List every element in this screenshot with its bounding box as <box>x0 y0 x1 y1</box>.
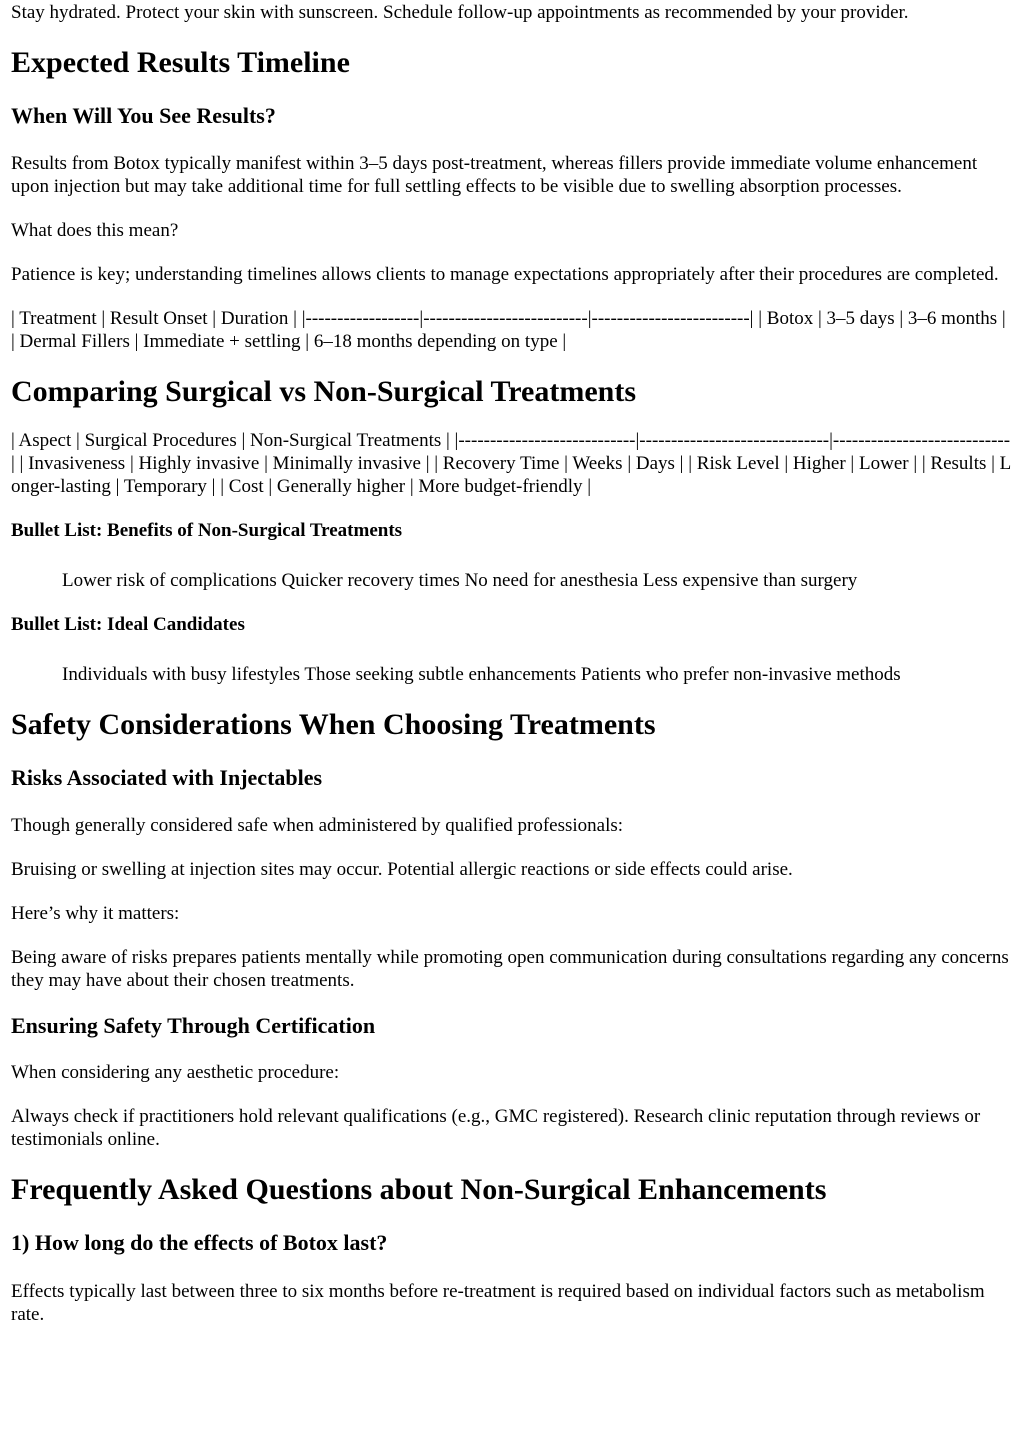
heading-benefits-list: Bullet List: Benefits of Non-Surgical Treatments <box>11 520 403 541</box>
aware-paragraph: Being aware of risks prepares patients mentally while promoting open communication during consultations regarding any concerns they may have about their chosen treatments. <box>11 947 1009 991</box>
faq-answer-1: Effects typically last between three to six months before re-treatment is required based on individual factors such as metabolism rate. <box>11 1281 985 1325</box>
heading-comparing: Comparing Surgical vs Non-Surgical Treatments <box>11 375 637 408</box>
check-paragraph: Always check if practitioners hold relevant qualifications (e.g., GMC registered). Research clinic reputation through reviews or testimonials online. <box>11 1106 981 1150</box>
benefits-list: Lower risk of complications Quicker recovery times No need for anesthesia Less expensive than surgery <box>62 570 858 591</box>
candidates-list: Individuals with busy lifestyles Those seeking subtle enhancements Patients who prefer non-invasive methods <box>62 664 901 685</box>
faq-question-1: 1) How long do the effects of Botox last? <box>11 1230 388 1255</box>
timeline-table-text: | Treatment | Result Onset | Duration | |------------------|--------------------------|-------------------------| | Botox | 3–5 days | 3–6 months | | Dermal Fillers | Immediate + settling | 6–18 months depending on type | <box>11 308 1006 352</box>
though-paragraph: Though generally considered safe when administered by qualified professionals: <box>11 815 624 836</box>
comparison-table-text: | Aspect | Surgical Procedures | Non-Surgical Treatments | |----------------------------|------------------------------|----------------------------| | Invasiveness | Highly invasive | Minimally invasive | | Recovery Time | Weeks | Days | | Risk Level | Higher | Lower | | Results | Longer-lasting | Temporary | | Cost | Generally higher | More budget-friendly | <box>11 430 1012 497</box>
heading-safety: Safety Considerations When Choosing Treatments <box>11 708 656 741</box>
patience-paragraph: Patience is key; understanding timelines allows clients to manage expectations appropriately after their procedures are completed. <box>11 264 999 285</box>
bruising-paragraph: Bruising or swelling at injection sites may occur. Potential allergic reactions or side effects could arise. <box>11 859 793 880</box>
heading-risks-injectables: Risks Associated with Injectables <box>11 765 323 790</box>
why-matters-paragraph: Here’s why it matters: <box>11 903 180 924</box>
intro-paragraph: Stay hydrated. Protect your skin with sunscreen. Schedule follow-up appointments as recommended by your provider. <box>11 2 909 23</box>
heading-certification: Ensuring Safety Through Certification <box>11 1013 376 1038</box>
heading-faq: Frequently Asked Questions about Non-Surgical Enhancements <box>11 1173 827 1206</box>
article-body <box>0 1 1024 1326</box>
heading-candidates-list: Bullet List: Ideal Candidates <box>11 614 245 635</box>
considering-paragraph: When considering any aesthetic procedure: <box>11 1062 340 1083</box>
what-mean-paragraph: What does this mean? <box>11 220 179 241</box>
heading-expected-results: Expected Results Timeline <box>11 46 350 79</box>
heading-when-results: When Will You See Results? <box>11 103 276 128</box>
results-paragraph: Results from Botox typically manifest within 3–5 days post-treatment, whereas fillers provide immediate volume enhancement upon injection but may take additional time for full settling effects to be visible due to swelling absorption processes. <box>11 153 978 197</box>
